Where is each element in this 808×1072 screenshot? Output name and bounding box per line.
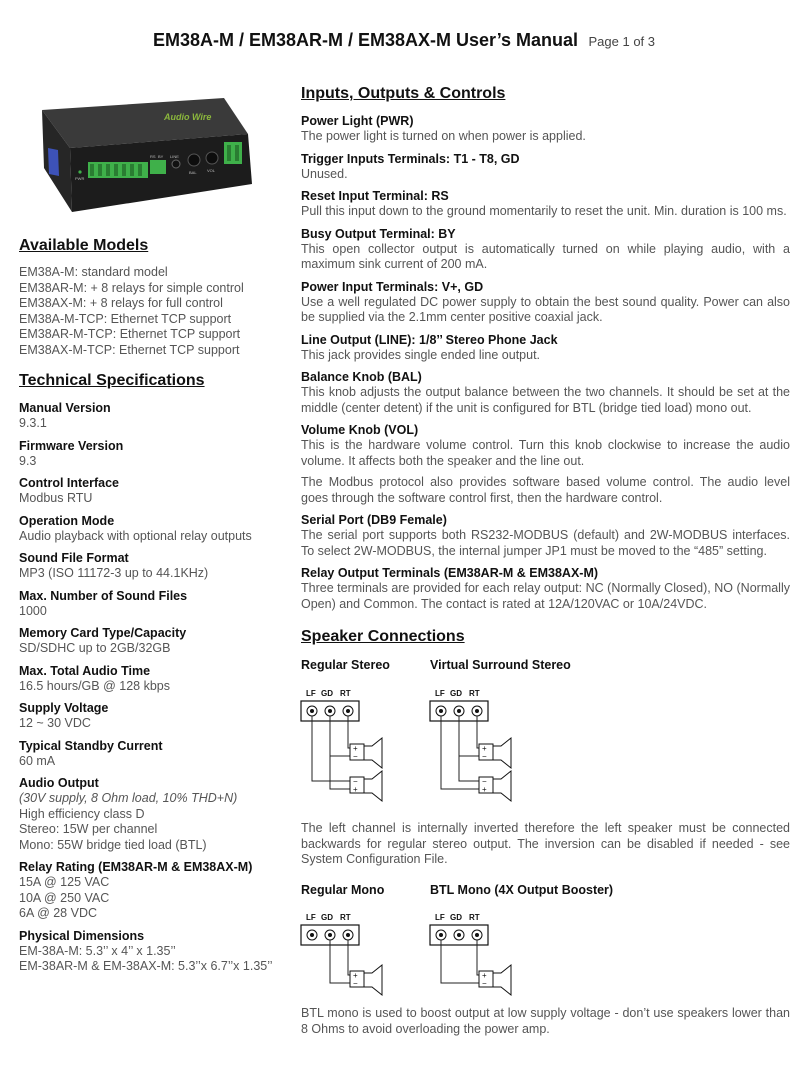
svg-text:GD: GD (450, 913, 462, 922)
spec-label: Sound File Format (19, 551, 129, 565)
io-text: Pull this input down to the ground momentarily to reset the unit. Min. duration is 100 ms. (301, 204, 787, 218)
virtual-surround-diagram (427, 684, 519, 806)
io-label: Busy Output Terminal: BY (301, 226, 456, 241)
spec-value: 16.5 hours/GB @ 128 kbps (19, 678, 170, 693)
io-label: Volume Knob (VOL) (301, 423, 419, 437)
regular-stereo-label: Regular Stereo (301, 658, 390, 672)
svg-text:LF: LF (306, 689, 316, 698)
spec-label: Audio Output (19, 776, 99, 790)
svg-text:−: − (353, 777, 358, 786)
svg-text:GD: GD (321, 689, 333, 698)
spec-value: MP3 (ISO 11172-3 up to 44.1KHz) (19, 566, 209, 580)
left-column (19, 236, 281, 975)
svg-text:+: + (353, 971, 358, 980)
svg-text:−: − (482, 752, 487, 761)
svg-text:RS: RS (150, 154, 156, 159)
svg-text:−: − (353, 979, 358, 988)
spec-value: 60 mA (19, 753, 56, 768)
model-item: EM38A-M: standard model (19, 265, 168, 279)
spec-label: Memory Card Type/Capacity (19, 626, 187, 640)
svg-text:+: + (482, 971, 487, 980)
available-models-heading: Available Models (19, 237, 149, 254)
btl-note: BTL mono is used to boost output at low supply voltage - don’t use speakers lower than 8 Ohms to avoid overloading the power amp. (301, 1006, 790, 1036)
btl-mono-diagram (427, 908, 519, 998)
spec-value: 15A @ 125 VAC (19, 875, 110, 889)
spec-value: 12 ~ 30 VDC (19, 716, 91, 730)
io-text: This open collector output is automatically turned on while playing audio, with a maximum sink current of 200 mA. (301, 241, 790, 271)
right-column (301, 84, 790, 612)
spec-value: EM-38AR-M & EM-38AX-M: 5.3’’x 6.7’’x 1.35’’ (19, 959, 273, 973)
model-item: EM38AR-M: + 8 relays for simple control (19, 280, 244, 295)
io-text: The Modbus protocol also provides software based volume control. The audio level goes through the software control first, then the hardware control. (301, 475, 790, 505)
spec-value: Stereo: 15W per channel (19, 822, 158, 836)
io-label: Power Input Terminals: V+, GD (301, 279, 484, 294)
svg-text:+: + (482, 785, 487, 794)
svg-text:BAL: BAL (189, 170, 197, 175)
svg-text:−: − (353, 752, 358, 761)
svg-text:LF: LF (435, 689, 445, 698)
title-text: EM38A-M / EM38AR-M / EM38AX-M User’s Manual (152, 30, 579, 50)
model-item: EM38A-M-TCP: Ethernet TCP support (19, 311, 232, 326)
spec-value: High efficiency class D (19, 806, 145, 821)
stereo-note: The left channel is internally inverted therefore the left speaker must be connected backwards for regular stereo output. The inversion can be disabled if needed - see System Configuration File. (301, 821, 790, 866)
io-label: Relay Output Terminals (EM38AR-M & EM38AX-M) (301, 566, 599, 580)
regular-mono-diagram (298, 908, 390, 998)
svg-text:LF: LF (306, 913, 316, 922)
spec-label: Control Interface (19, 476, 120, 490)
regular-mono-label: Regular Mono (301, 883, 385, 897)
io-label: Power Light (PWR) (301, 114, 414, 128)
svg-text:+: + (482, 744, 487, 753)
spec-value: 10A @ 250 VAC (19, 890, 110, 905)
spec-label: Manual Version (19, 401, 111, 415)
io-label: Reset Input Terminal: RS (301, 189, 449, 203)
model-item: EM38AX-M: + 8 relays for full control (19, 296, 223, 310)
io-text: The serial port supports both RS232-MODBUS (default) and 2W-MODBUS interfaces. To select 2W-MODBUS, the internal jumper JP1 must be moved to the “485” setting. (301, 528, 790, 558)
svg-text:RT: RT (340, 689, 351, 698)
btl-mono-label: BTL Mono (4X Output Booster) (430, 883, 614, 897)
virtual-surround-label: Virtual Surround Stereo (430, 658, 571, 672)
svg-text:RT: RT (469, 689, 480, 698)
io-text: Three terminals are provided for each relay output: NC (Normally Closed), NO (Normally Open) and Common. The contact is rated at 12A/120VAC or 10A/24VDC. (301, 581, 790, 611)
io-text: This knob adjusts the output balance between the two channels. It should be set at the middle (center detent) if the unit is configured for BTL (bridge tied load) mono out. (301, 385, 790, 415)
page-number: Page 1 of 3 (588, 34, 656, 49)
model-item: EM38AX-M-TCP: Ethernet TCP support (19, 342, 240, 357)
svg-text:PWR: PWR (75, 176, 85, 181)
spec-label: Typical Standby Current (19, 738, 163, 753)
svg-text:VOL: VOL (207, 168, 216, 173)
svg-text:GD: GD (450, 689, 462, 698)
spec-label: Firmware Version (19, 438, 124, 453)
svg-text:BY: BY (158, 154, 164, 159)
spec-value: 9.3 (19, 453, 37, 468)
spec-value: SD/SDHC up to 2GB/32GB (19, 641, 171, 655)
spec-label: Relay Rating (EM38AR-M & EM38AX-M) (19, 860, 253, 874)
spec-value: Modbus RTU (19, 491, 93, 505)
io-label: Trigger Inputs Terminals: T1 - T8, GD (301, 151, 520, 166)
regular-stereo-diagram (298, 684, 390, 806)
svg-text:RT: RT (469, 913, 480, 922)
spec-label: Operation Mode (19, 513, 115, 528)
spec-value: Audio playback with optional relay outputs (19, 528, 252, 543)
inputs-outputs-heading: Inputs, Outputs & Controls (301, 85, 506, 102)
svg-text:RT: RT (340, 913, 351, 922)
svg-text:−: − (482, 777, 487, 786)
spec-value: Mono: 55W bridge tied load (BTL) (19, 837, 207, 852)
io-label: Balance Knob (BAL) (301, 370, 422, 384)
svg-text:LINE: LINE (170, 154, 179, 159)
spec-label: Physical Dimensions (19, 928, 145, 943)
io-text: Use a well regulated DC power supply to obtain the best sound quality. Power can also be supplied via the 2.1mm center positive coaxial jack. (301, 294, 790, 324)
spec-label: Max. Number of Sound Files (19, 588, 188, 603)
speaker-connections-heading: Speaker Connections (301, 628, 465, 645)
spec-label: Supply Voltage (19, 701, 109, 715)
svg-text:LF: LF (435, 913, 445, 922)
io-label: Line Output (LINE): 1/8’’ Stereo Phone Jack (301, 332, 558, 347)
document-title (0, 30, 808, 51)
spec-value: EM-38A-M: 5.3’’ x 4’’ x 1.35’’ (19, 943, 176, 958)
io-text: Unused. (301, 166, 348, 181)
spec-value: 1000 (19, 603, 47, 618)
tech-specs-heading: Technical Specifications (19, 372, 205, 389)
spec-label: Max. Total Audio Time (19, 663, 151, 678)
spec-value: 9.3.1 (19, 416, 47, 430)
spec-value: 6A @ 28 VDC (19, 906, 98, 920)
spec-note: (30V supply, 8 Ohm load, 10% THD+N) (19, 791, 238, 805)
svg-text:+: + (353, 744, 358, 753)
svg-text:−: − (482, 979, 487, 988)
io-text: This is the hardware volume control. Turn this knob clockwise to increase the audio volume. It affects both the speaker and the line out. (301, 438, 790, 468)
io-text: This jack provides single ended line output. (301, 347, 541, 362)
model-item: EM38AR-M-TCP: Ethernet TCP support (19, 327, 241, 341)
device-photo (28, 88, 256, 218)
logo-text: Audio Wire (164, 112, 212, 122)
io-label: Serial Port (DB9 Female) (301, 513, 447, 527)
svg-text:+: + (353, 785, 358, 794)
io-text: The power light is turned on when power is applied. (301, 129, 586, 143)
svg-text:GD: GD (321, 913, 333, 922)
